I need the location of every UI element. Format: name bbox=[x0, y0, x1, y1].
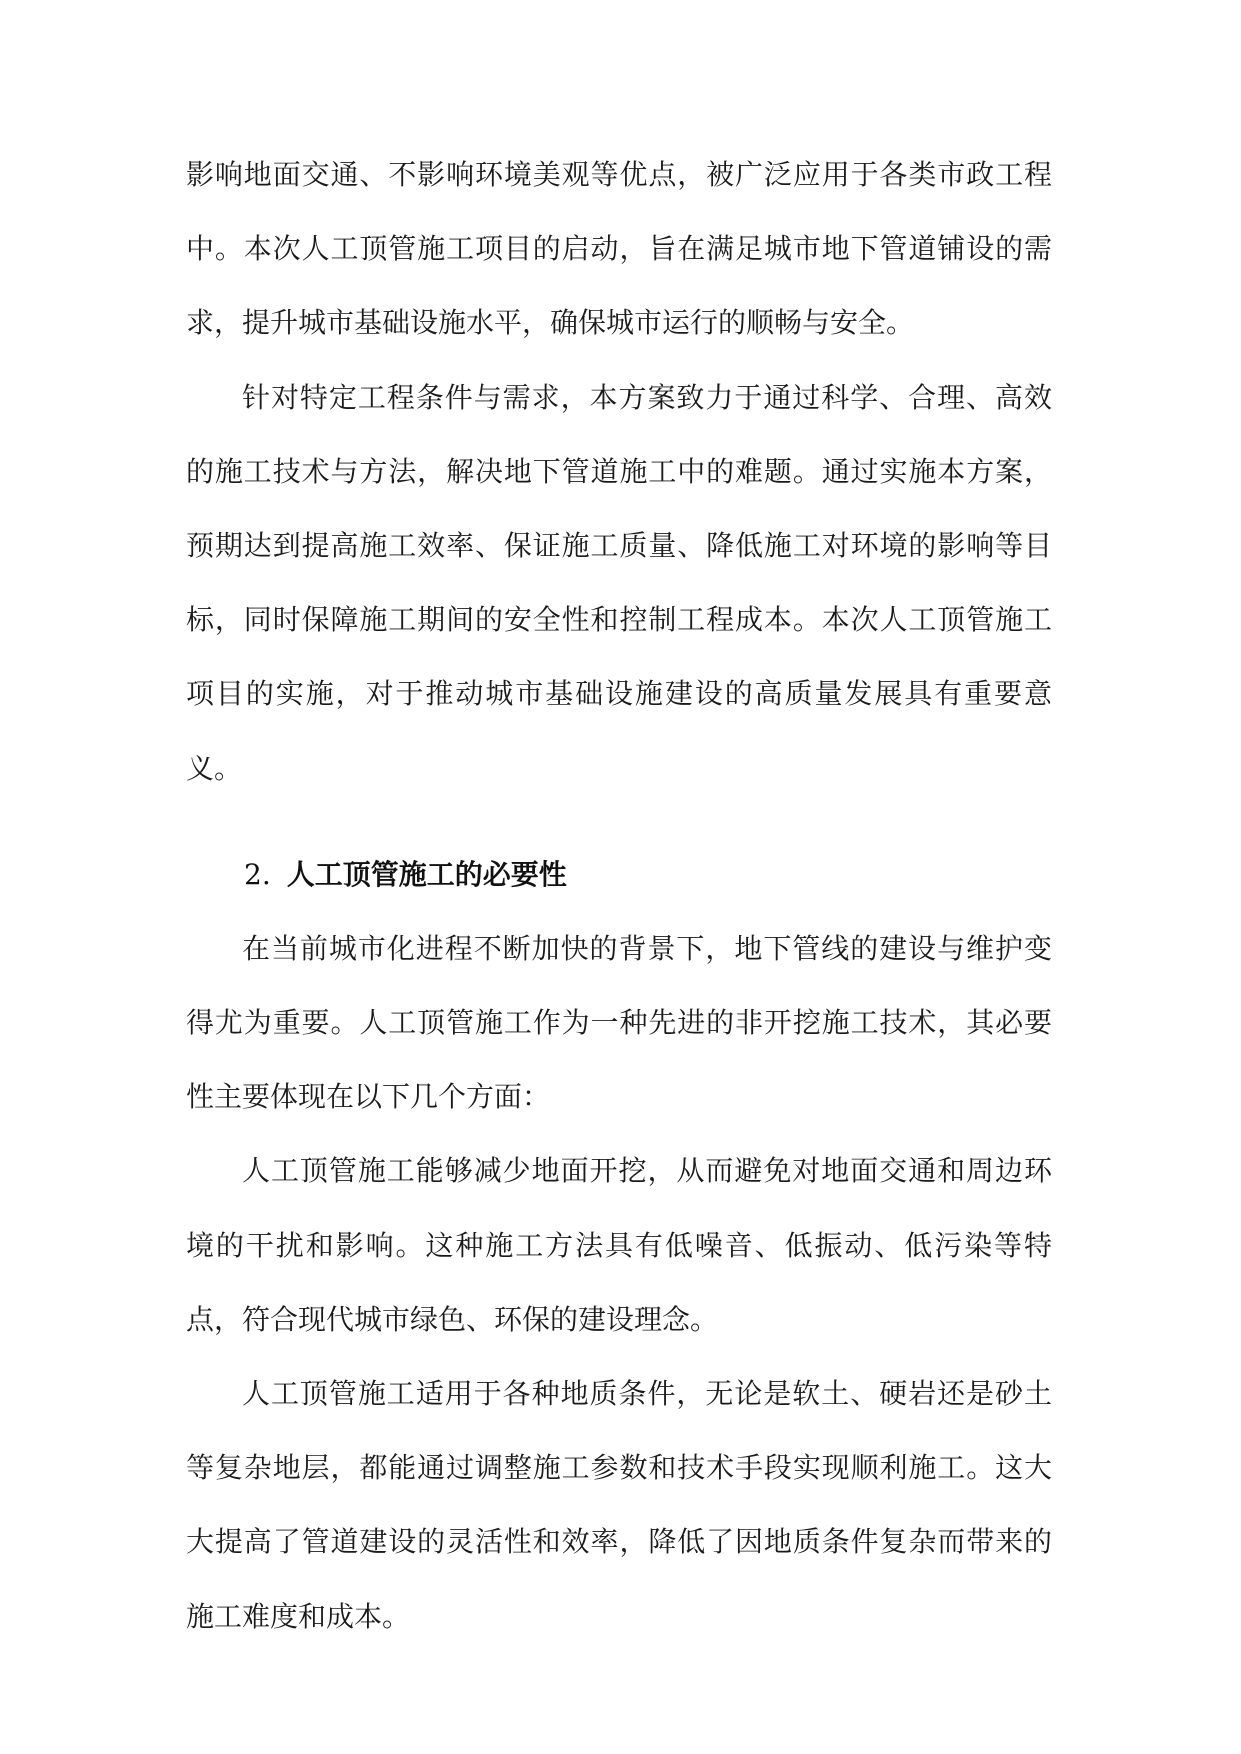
paragraph-objectives: 针对特定工程条件与需求，本方案致力于通过科学、合理、高效的施工技术与方法，解决地下管道施工中的难题。通过实施本方案，预期达到提高施工效率、保证施工质量、降低施工对环境的影响等目标，同时保障施工期间的安全性和控制工程成本。本次人工顶管施工项目的实施，对于推动城市基础设施建设的高质量发展具有重要意义。 bbox=[186, 380, 1052, 785]
paragraph-environment: 人工顶管施工能够减少地面开挖，从而避免对地面交通和周边环境的干扰和影响。这种施工方法具有低噪音、低振动、低污染等特点，符合现代城市绿色、环保的建设理念。 bbox=[186, 1154, 1052, 1336]
paragraph-continued: 影响地面交通、不影响环境美观等优点，被广泛应用于各类市政工程中。本次人工顶管施工项目的启动，旨在满足城市地下管道铺设的需求，提升城市基础设施水平，确保城市运行的顺畅与安全。 bbox=[186, 158, 1052, 340]
section-heading bbox=[186, 838, 1052, 912]
paragraph-geology: 人工顶管施工适用于各种地质条件，无论是软土、硬岩还是砂土等复杂地层，都能通过调整施工参数和技术手段实现顺利施工。这大大提高了管道建设的灵活性和效率，降低了因地质条件复杂而带来的施工难度和成本。 bbox=[186, 1377, 1052, 1633]
section-number: 2. bbox=[244, 857, 271, 891]
document-body bbox=[186, 138, 1052, 1654]
paragraph-necessity-intro: 在当前城市化进程不断加快的背景下，地下管线的建设与维护变得尤为重要。人工顶管施工作为一种先进的非开挖施工技术，其必要性主要体现在以下几个方面： bbox=[186, 931, 1052, 1114]
section-title: 人工顶管施工的必要性 bbox=[286, 857, 567, 891]
